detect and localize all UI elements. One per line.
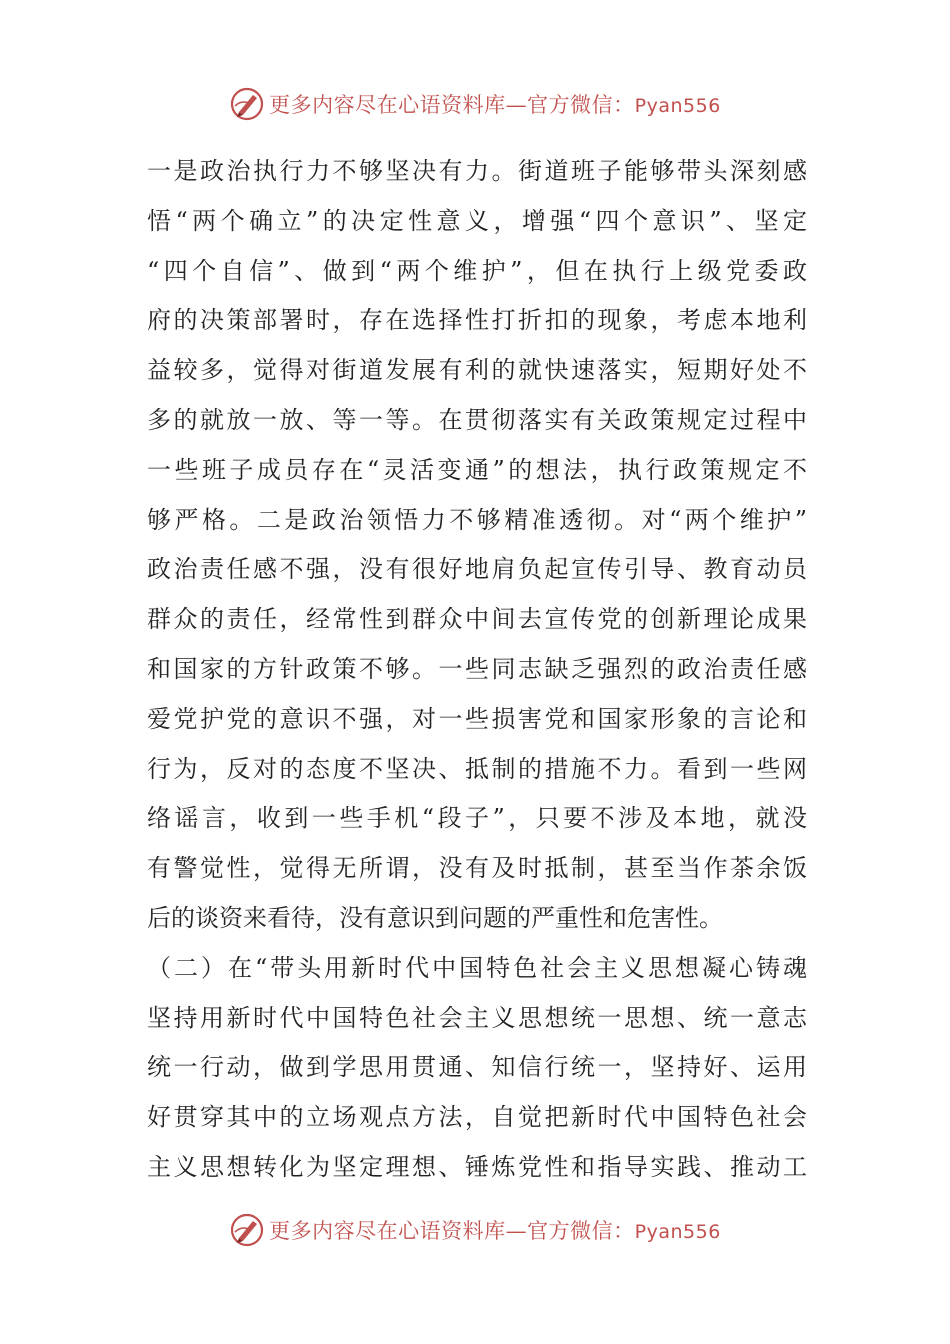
text-line: 有警觉性，觉得无所谓，没有及时抵制，甚至当作茶余饭 [147,854,807,883]
text-line: 群众的责任，经常性到群众中间去宣传党的创新理论成果 [147,605,807,634]
text-line: 政治责任感不强，没有很好地肩负起宣传引导、教育动员 [147,555,807,584]
text-line: 一些班子成员存在“灵活变通”的想法，执行政策规定不 [147,455,807,484]
text-line: 悟“两个确立”的决定性意义，增强“四个意识”、坚定 [147,206,807,235]
text-line: “四个自信”、做到“两个维护”，但在执行上级党委政 [147,256,807,285]
text-line: 多的就放一放、等一等。在贯彻落实有关政策规定过程中 [147,405,807,434]
text-line: 一是政治执行力不够坚决有力。街道班子能够带头深刻感 [147,157,807,185]
text-line: 络谣言，收到一些手机“段子”，只要不涉及本地，就没 [147,804,807,833]
text-line: 坚持用新时代中国特色社会主义思想统一思想、统一意志 [147,1003,807,1032]
watermark-brand: Pyan556 [634,1221,721,1243]
pen-logo-icon [229,86,265,122]
watermark-prefix: 更多内容尽在心语资料库—官方微信： [269,93,635,117]
header-watermark [0,82,950,126]
text-line: 好贯穿其中的立场观点方法，自觉把新时代中国特色社会 [147,1103,807,1132]
text-line: （二）在“带头用新时代中国特色社会主义思想凝心铸魂 [147,953,807,982]
watermark-prefix: 更多内容尽在心语资料库—官方微信： [269,1219,635,1243]
text-line: 益较多，觉得对街道发展有利的就快速落实，短期好处不 [147,356,807,385]
text-line: 和国家的方针政策不够。一些同志缺乏强烈的政治责任感 [147,654,807,683]
pen-logo-icon [229,1212,265,1248]
text-line: 府的决策部署时，存在选择性打折扣的现象，考虑本地利 [147,306,807,335]
document-body [147,147,807,1193]
watermark-brand: Pyan556 [634,95,721,117]
text-line: 统一行动，做到学思用贯通、知信行统一，坚持好、运用 [147,1053,807,1082]
text-line: 后的谈资来看待，没有意识到问题的严重性和危害性。 [147,903,723,932]
text-line: 够严格。二是政治领悟力不够精准透彻。对“两个维护” [147,505,807,534]
text-line: 主义思想转化为坚定理想、锤炼党性和指导实践、推动工 [147,1152,807,1181]
text-line: 爱党护党的意识不强，对一些损害党和国家形象的言论和 [147,704,807,733]
footer-watermark [0,1208,950,1252]
text-line: 行为，反对的态度不坚决、抵制的措施不力。看到一些网 [147,754,807,783]
